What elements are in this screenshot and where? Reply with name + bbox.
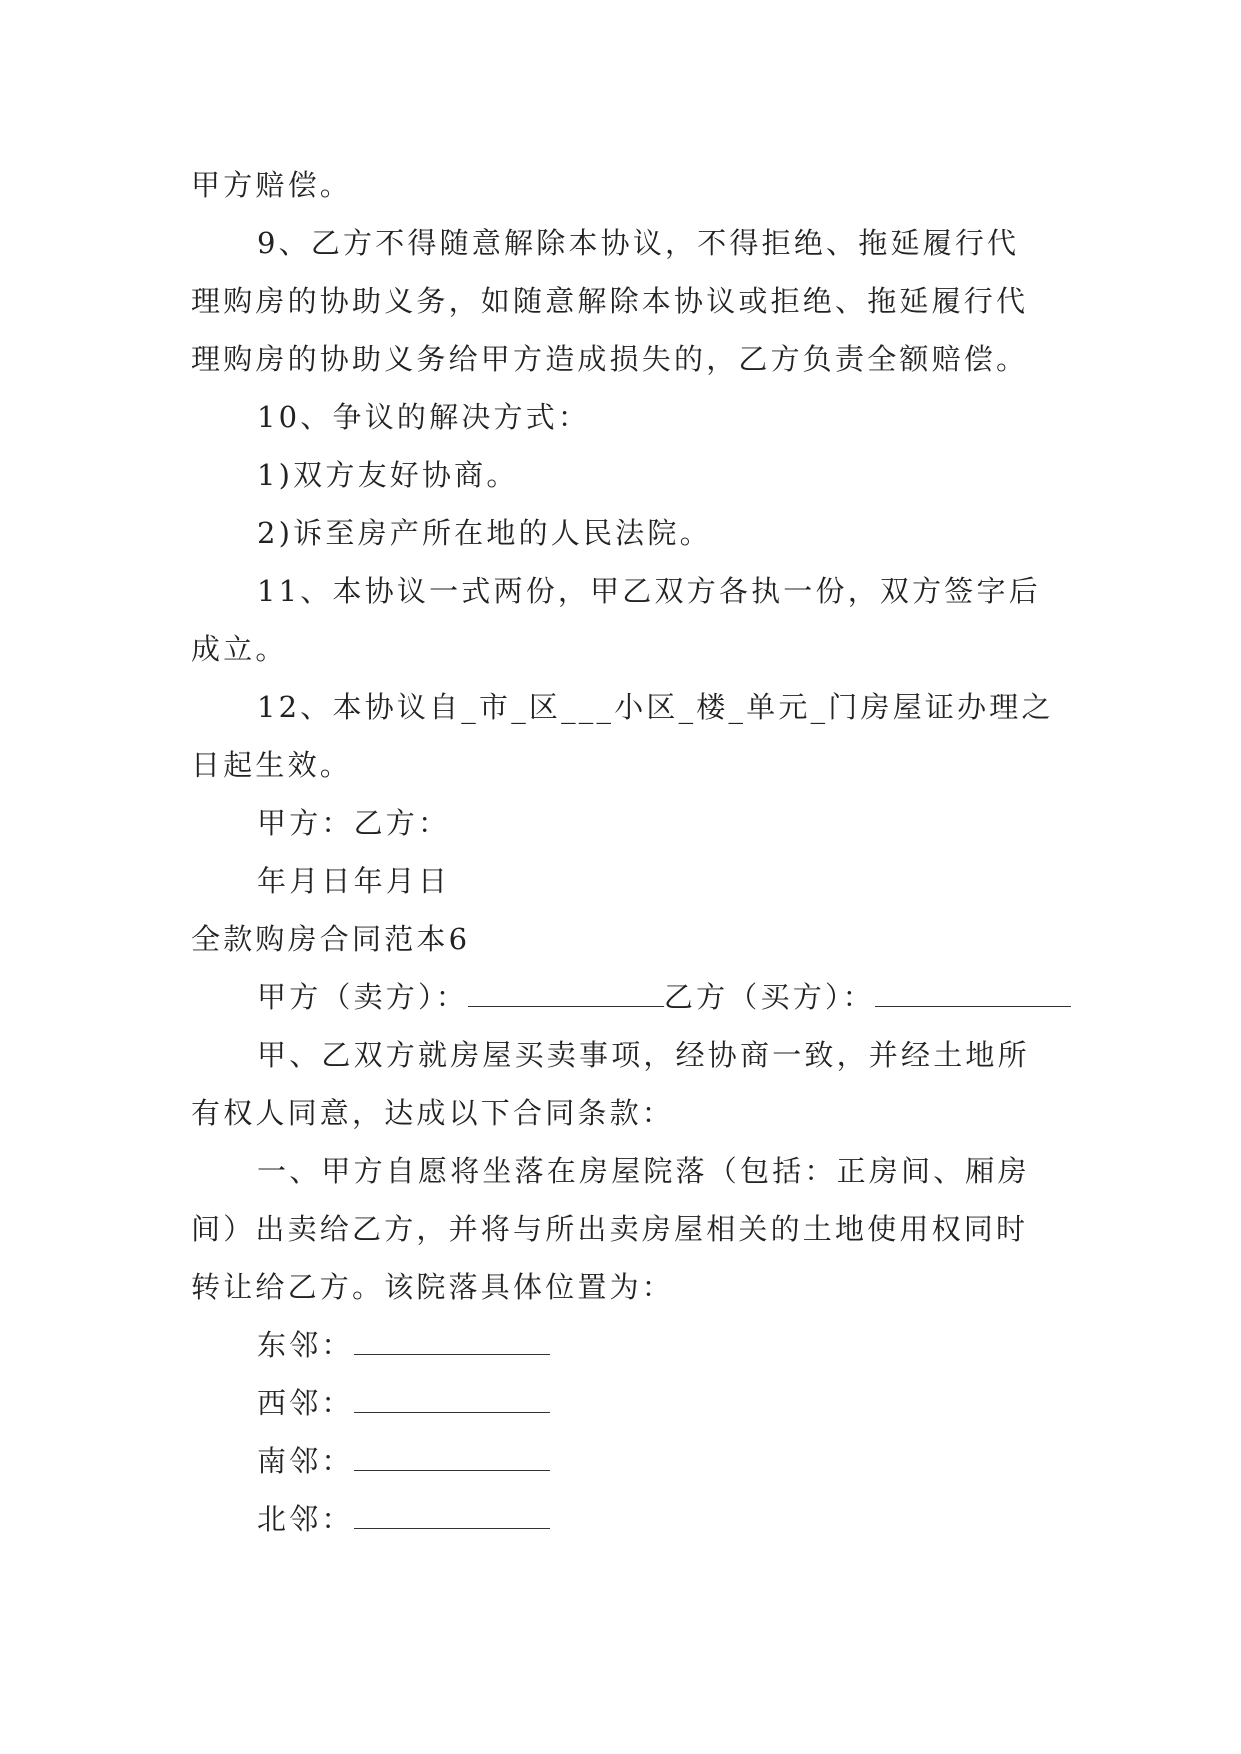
paragraph-line: 转让给乙方。该院落具体位置为：	[191, 1270, 675, 1304]
neighbor-label: 北邻：	[257, 1502, 354, 1536]
paragraph-line: 间）出卖给乙方，并将与所出卖房屋相关的土地使用权同时	[191, 1212, 1029, 1246]
neighbor-label: 西邻：	[257, 1386, 354, 1420]
neighbor-blank	[354, 1450, 550, 1471]
paragraph-line: 有权人同意，达成以下合同条款：	[191, 1096, 675, 1130]
paragraph-line: 成立。	[191, 632, 288, 666]
paragraph-line: 9、乙方不得随意解除本协议，不得拒绝、拖延履行代	[257, 226, 1020, 260]
paragraph-line: 1)双方友好协商。	[257, 458, 519, 492]
paragraph-line: 11、本协议一式两份，甲乙双方各执一份，双方签字后	[257, 574, 1041, 608]
paragraph-line: 甲方赔偿。	[191, 168, 353, 202]
neighbor-north-line	[191, 1490, 1071, 1548]
parties-line	[191, 968, 1071, 1026]
paragraph-line: 10、争议的解决方式：	[257, 400, 591, 434]
party-b-label: 乙方（买方）：	[663, 980, 875, 1014]
paragraph-line: 理购房的协助义务，如随意解除本协议或拒绝、拖延履行代	[191, 284, 1029, 318]
neighbor-blank	[354, 1334, 550, 1355]
party-b-blank	[875, 986, 1071, 1007]
paragraph-line: 一、甲方自愿将坐落在房屋院落（包括：正房间、厢房	[257, 1154, 1030, 1188]
neighbor-blank	[354, 1392, 550, 1413]
neighbor-west-line	[191, 1374, 1071, 1432]
paragraph-line: 理购房的协助义务给甲方造成损失的，乙方负责全额赔偿。	[191, 342, 1029, 376]
party-a-label: 甲方（卖方）：	[257, 980, 468, 1014]
section-title: 全款购房合同范本6	[191, 922, 471, 956]
date-line: 年月日年月日	[257, 864, 451, 898]
paragraph-line: 12、本协议自_市_区___小区_楼_单元_门房屋证办理之	[257, 690, 1054, 724]
signature-line: 甲方：乙方：	[257, 806, 451, 840]
neighbor-south-line	[191, 1432, 1071, 1490]
paragraph-line: 日起生效。	[191, 748, 353, 782]
paragraph-line: 2)诉至房产所在地的人民法院。	[257, 516, 712, 550]
neighbor-blank	[354, 1508, 550, 1529]
neighbor-east-line	[191, 1316, 1071, 1374]
party-a-blank	[468, 986, 664, 1007]
neighbor-label: 东邻：	[257, 1328, 354, 1362]
paragraph-line: 甲、乙双方就房屋买卖事项，经协商一致，并经土地所	[257, 1038, 1030, 1072]
document-body	[191, 156, 1071, 1548]
neighbor-label: 南邻：	[257, 1444, 354, 1478]
